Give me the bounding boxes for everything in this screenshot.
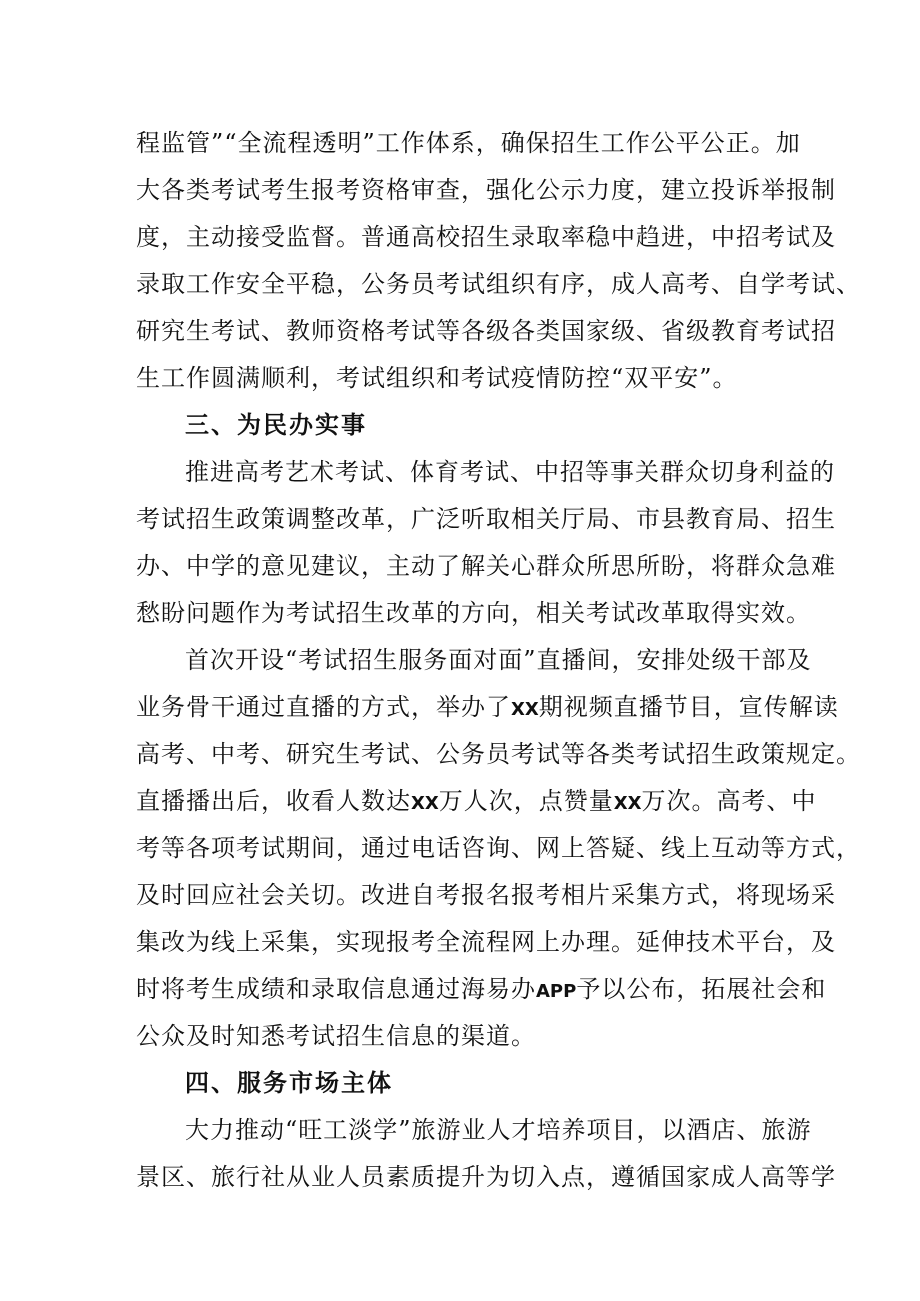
text-segment: 期视频直播节目，宣传解读	[538, 693, 839, 721]
text-segment: 业务骨干通过直播的方式，举办了	[136, 693, 511, 721]
placeholder-count: XX	[613, 793, 642, 814]
text-line: 大各类考试考生报考资格审查，强化公示力度，建立投诉举报制	[136, 176, 836, 204]
text-line: 大力推动“旺工淡学”旅游业人才培养项目，以酒店、旅游	[185, 1116, 812, 1144]
text-line: 考等各项考试期间，通过电话咨询、网上答疑、线上互动等方式，	[136, 834, 861, 862]
text-line: 生工作圆满顺利，考试组织和考试疫情防控“双平安”。	[136, 364, 738, 392]
document-page	[136, 120, 861, 1201]
paragraph-4	[136, 1107, 836, 1201]
section-heading-4: 四、服务市场主体	[185, 1069, 393, 1097]
text-line: 研究生考试、教师资格考试等各级各类国家级、省级教育考试招	[136, 317, 836, 345]
paragraph-2	[136, 449, 836, 637]
text-line: 景区、旅行社从业人员素质提升为切入点，遵循国家成人高等学	[136, 1163, 836, 1191]
text-segment: 万次。高考、中	[641, 787, 817, 815]
text-line: 考试招生政策调整改革，广泛听取相关厅局、市县教育局、招生	[136, 505, 836, 533]
text-line: 办、中学的意见建议，主动了解关心群众所思所盼，将群众急难	[136, 552, 836, 580]
text-line: 推进高考艺术考试、体育考试、中招等事关群众切身利益的	[185, 458, 835, 486]
text-segment: 万人次，点赞量	[438, 787, 614, 815]
text-segment: 时将考生成绩和录取信息通过海易办	[136, 975, 536, 1003]
text-line	[136, 778, 817, 825]
text-line: 程监管”“全流程透明”工作体系，确保招生工作公平公正。加	[136, 129, 801, 157]
text-line: 公众及时知悉考试招生信息的渠道。	[136, 1022, 536, 1050]
text-line: 及时回应社会关切。改进自考报名报考相片采集方式，将现场采	[136, 881, 836, 909]
app-name: APP	[536, 981, 577, 1002]
text-segment: 直播播出后，收看人数达	[136, 787, 411, 815]
text-line: 录取工作安全平稳，公务员考试组织有序，成人高考、自学考试、	[136, 270, 861, 298]
text-line: 高考、中考、研究生考试、公务员考试等各类考试招生政策规定。	[136, 740, 861, 768]
text-line	[136, 684, 839, 731]
text-segment: 予以公布，拓展社会和	[576, 975, 827, 1003]
text-line	[136, 966, 827, 1013]
placeholder-count: XX	[411, 793, 439, 814]
text-line: 度，主动接受监督。普通高校招生录取率稳中趋进，中招考试及	[136, 223, 836, 251]
paragraph-1	[136, 120, 861, 402]
section-heading-3: 三、为民办实事	[185, 411, 367, 439]
text-line: 首次开设“考试招生服务面对面”直播间，安排处级干部及	[185, 646, 812, 674]
text-line: 愁盼问题作为考试招生改革的方向，相关考试改革取得实效。	[136, 599, 811, 627]
placeholder-count: XX	[511, 699, 539, 720]
paragraph-3	[136, 637, 861, 1060]
text-line: 集改为线上采集，实现报考全流程网上办理。延伸技术平台，及	[136, 928, 836, 956]
